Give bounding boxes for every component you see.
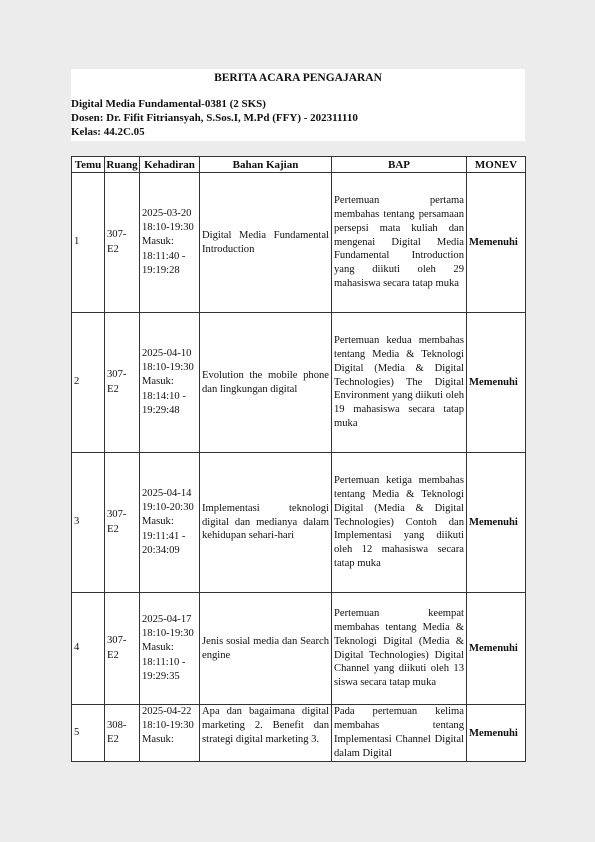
cell-ruang: 307-E2	[105, 313, 140, 453]
header-temu: Temu	[72, 157, 105, 173]
header-kehadiran: Kehadiran	[140, 157, 200, 173]
cell-kehadiran: 2025-04-17 18:10-19:30 Masuk: 18:11:10 - 19:29:35	[140, 593, 200, 705]
header-bahan-kajian: Bahan Kajian	[200, 157, 332, 173]
cell-bahan-kajian: Implementasi teknologi digital dan medianya dalam kehidupan sehari-hari	[200, 453, 332, 593]
cell-bap: Pertemuan ketiga membahas tentang Media & Teknologi Digital (Media & Digital Technologies) Contoh dan Implementasi yang diikuti oleh 12 mahasiswa secara tatap muka	[332, 453, 467, 593]
cell-temu: 1	[72, 173, 105, 313]
table-header-row	[72, 157, 526, 173]
cell-kehadiran: 2025-04-14 19:10-20:30 Masuk: 19:11:41 - 20:34:09	[140, 453, 200, 593]
cell-monev: Memenuhi	[467, 705, 526, 762]
cell-ruang-text: 308-E2	[107, 719, 127, 745]
header-ruang: Ruang	[106, 158, 138, 171]
cell-bap: Pertemuan kedua membahas tentang Media & Teknologi Digital (Media & Digital Technologies) The Digital Environment yang diikuti oleh 19 mahasiswa secara tatap muka	[332, 313, 467, 453]
cell-bap	[332, 705, 467, 762]
cell-ruang: 307-E2	[105, 453, 140, 593]
class-name: Kelas: 44.2C.05	[71, 125, 145, 138]
cell-bahan-kajian: Jenis sosial media dan Search engine	[200, 593, 332, 705]
cell-bahan-kajian-text: Apa dan bagaimana digital marketing 2. Benefit dan strategi digital marketing 3.	[202, 706, 329, 745]
cell-temu: 4	[72, 593, 105, 705]
cell-bap-text: Pada pertemuan kelima membahas tentang Implementasi Channel Digital dalam Digital	[334, 706, 464, 759]
cell-kehadiran: 2025-04-10 18:10-19:30 Masuk: 18:14:10 - 19:29:48	[140, 313, 200, 453]
teaching-record-table	[71, 156, 526, 762]
table-row	[72, 453, 526, 593]
table-row	[72, 705, 526, 762]
cell-monev: Memenuhi	[467, 593, 526, 705]
cell-bahan-kajian: Digital Media Fundamental Introduction	[200, 173, 332, 313]
cell-bap: Pertemuan pertama membahas tentang persamaan persepsi mata kuliah dan mengenai Digital Media Fundamental Introduction yang diikuti oleh 29 mahasiswa secara tatap muka	[332, 173, 467, 313]
cell-temu: 2	[72, 313, 105, 453]
table-row	[72, 173, 526, 313]
table-row	[72, 313, 526, 453]
document-header	[71, 69, 525, 141]
cell-ruang	[105, 705, 140, 762]
header-monev: MONEV	[467, 157, 526, 173]
cell-bahan-kajian: Evolution the mobile phone dan lingkungan digital	[200, 313, 332, 453]
cell-bap: Pertemuan keempat membahas tentang Media & Teknologi Digital (Media & Digital Technologies) Digital Channel yang diikuti oleh 13 siswa secara tatap muka	[332, 593, 467, 705]
course-info	[71, 98, 525, 139]
table-row	[72, 593, 526, 705]
cell-monev: Memenuhi	[467, 453, 526, 593]
cell-kehadiran: 2025-03-20 18:10-19:30 Masuk: 18:11:40 - 19:19:28	[140, 173, 200, 313]
document-title: BERITA ACARA PENGAJARAN	[214, 72, 382, 84]
cell-kehadiran-text: 2025-04-22 18:10-19:30 Masuk:	[142, 706, 194, 746]
header-bap: BAP	[332, 157, 467, 173]
cell-temu	[72, 705, 105, 762]
cell-monev: Memenuhi	[467, 173, 526, 313]
cell-monev: Memenuhi	[467, 313, 526, 453]
cell-kehadiran	[140, 705, 200, 762]
cell-ruang: 307-E2	[105, 593, 140, 705]
cell-temu-text: 5	[74, 726, 80, 738]
lecturer-name: Dosen: Dr. Fifit Fitriansyah, S.Sos.I, M.Pd (FFY) - 202311110	[71, 111, 358, 124]
cell-ruang: 307-E2	[105, 173, 140, 313]
cell-bahan-kajian	[200, 705, 332, 762]
cell-temu: 3	[72, 453, 105, 593]
course-name: Digital Media Fundamental-0381 (2 SKS)	[71, 98, 266, 110]
